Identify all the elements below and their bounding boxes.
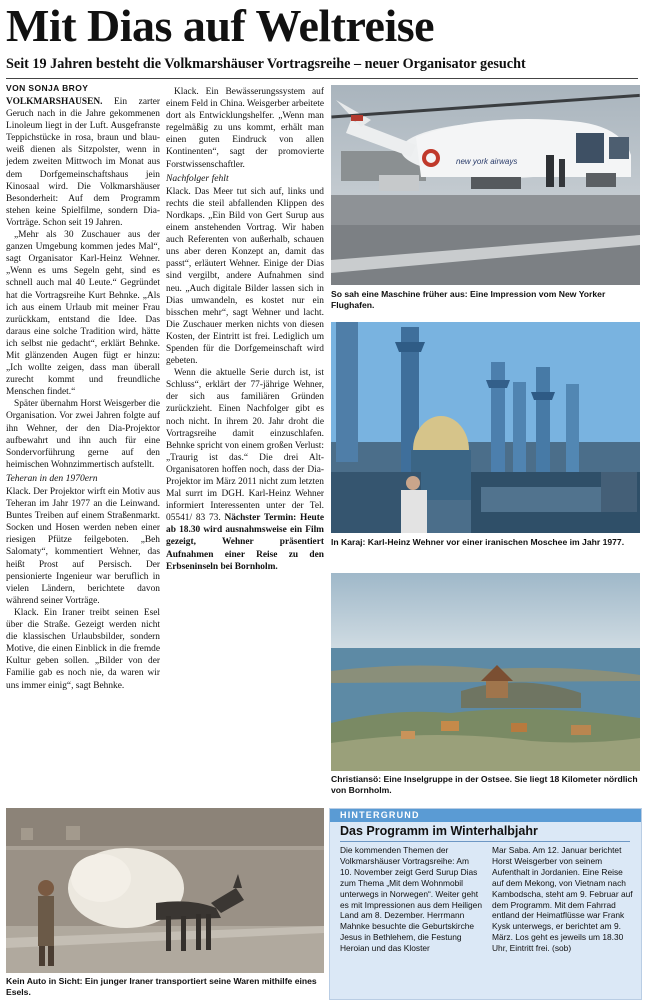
article-paragraph: Klack. Das Meer tut sich auf, links und rechts die steil abfallenden Klippen des Nordkaps. „Ein Bild von Gert Surup aus einem anstehenden Vortrag. Wir haben auch Referenten von außerhalb, schauen uns aber deren Konzept an, damit das passt“, erläutert Wehner. Einige der Dias sind vergilbt, andere Aufnahmen sind neu. „Auch digitale Bilder lassen sich in Dias umwandeln, es kostet nur ein bisschen mehr“, sagt Wehner und lacht. Die Zuschauer merken nichts von diesen Kosten, der Eintritt ist frei. Lediglich um Spenden für die Dorfgemeinschaft wird gebeten. <box>166 186 324 367</box>
byline: VON SONJA BROY <box>6 83 89 93</box>
paragraph-text: Ein zarter Geruch nach in die Jahre gekommenen Linoleum liegt in der Luft. Ausgefranste Teppichstücke in rosa, braun und blau-weiß dienen als Sitzpolster, wenn in jedem zweiten Mittwoch im Monat aus dem Dorfgemeinschaftshaus jein Kinosaal wird. Die Volkmarshäuser Besonderheit: Auf dem Programm stehen keine Spielfilme, sondern Dia-Vorträge. Schon seit 19 Jahren. <box>6 97 160 228</box>
article-paragraph <box>166 367 324 573</box>
subheadline: Seit 19 Jahren besteht die Volkmarshäuser Vortragsreihe – neuer Organisator gesucht <box>6 56 526 72</box>
article-column-1 <box>6 96 160 796</box>
aircraft-label: new york airways <box>456 157 518 166</box>
background-box <box>329 808 642 1000</box>
article-paragraph: Klack. Der Projektor wirft ein Motiv aus Teheran im Jahr 1977 an die Leinwand. Buntes Treiben auf einem Straßenmarkt. Socken und Hosen werden neben einer riesigen Pfütze feilgeboten. „Beh Salomaty“, kommentiert Wehner, das heißt Prost auf Persisch. Der pensionierte Ingenieur war beruflich in vielen Ländern, berichtete davon während seiner Vorträge. <box>6 487 160 606</box>
article-paragraph: Später übernahm Horst Weisgerber die Organisation. Vor zwei Jahren folgte auf ihn Wehner, der den Dia-Projektor aufbewahrt und ihn auch für eine Sondervorführung gerne auf den heimischen Wohnzimmertisch aufstellt. <box>6 399 160 470</box>
photo-mosque <box>331 322 640 533</box>
section-heading: Teheran in den 1970ern <box>6 472 98 484</box>
section-heading: Nachfolger fehlt <box>166 172 229 184</box>
photo-caption: Christiansö: Eine Inselgruppe in der Ostsee. Sie liegt 18 Kilometer nördlich von Bornholm. <box>331 774 638 795</box>
headline: Mit Dias auf Weltreise <box>6 0 435 51</box>
photo-caption: So sah eine Maschine früher aus: Eine Impression vom New Yorker Flughafen. <box>331 289 606 310</box>
photo-caption: In Karaj: Karl-Heinz Wehner vor einer iranischen Moschee im Jahr 1977. <box>331 537 625 547</box>
island-image <box>331 573 640 771</box>
box-text-column-2: Mar Saba. Am 12. Januar berichtet Horst Weisgerber von seinem Aufenthalt in Jordanien. Eine Reise auf dem Mekong, von Vietnam nach Kambodscha, steht am 9. Februar auf dem Programm. Mit dem Fahrrad entland der Heimatflüsse war Frank Kysk unterwegs, er berichtet am 9. März. Los geht es jeweils um 18.30 Uhr, Eintritt frei. (sob) <box>492 845 633 954</box>
photo-caption: Kein Auto in Sicht: Ein junger Iraner transportiert seine Waren mithilfe eines Esels. <box>6 976 317 997</box>
box-kicker: HINTERGRUND <box>330 809 641 822</box>
paragraph-text: Wenn die aktuelle Serie durch ist, ist Schluss“, erklärt der 77-jährige Wehner, der sich aus familiären Gründen zurückzieht. Einen Nachfolger gibt es noch nicht. In ihrem 20. Jahr droht die Vortragsreihe damit einzuschlafen. Behnke spricht von einem großen Verlust: „Traurig ist das.“ Die drei Alt-Organisatoren hoffen noch, dass der Dia-Projektor im März 2011 nicht zum letzten Mal surrt im DGH. Karl-Heinz Wehner informiert Interessenten unter der Tel. 05541/ 83 73. <box>166 368 324 524</box>
dateline: VOLKMARSHAUSEN. <box>6 97 103 107</box>
article-paragraph <box>6 96 160 229</box>
box-text-column-1: Die kommenden Themen der Volkmarshäuser Vortragsreihe: Am 10. November zeigt Gerd Surup Dias zum Thema „Mit dem Wohnmobil unterwegs in Norwegen“. Weiter geht es mit Impressionen aus dem Heiligen Land am 8. Dezember. Herrmann Mahnke besuchte die Geburtskirche Jesus in Bethlehem, die Festung Heroian und das Kloster <box>340 845 482 954</box>
photo-donkey <box>6 808 324 973</box>
photo-helicopter <box>331 85 640 285</box>
header-divider <box>6 78 638 79</box>
mosque-image <box>331 322 640 533</box>
next-event-note: Nächster Termin: Heute ab 18.30 wird ausnahmsweise ein Film gezeigt, Wehner präsentiert Aufnahmen einer Reise zu den Erbseninseln bei Bornholm. <box>166 513 324 572</box>
helicopter-image <box>331 85 640 285</box>
article-paragraph: „Mehr als 30 Zuschauer aus der ganzen Umgebung kommen jedes Mal“, sagt Organisator Karl-Heinz Wehner. „Wenn es ums Segeln geht, sind es schnell auch mal 40 Leute.“ Gegründet hat die Vortragsreihe Kurt Behnke. „Als ich aus einem Urlaub mit meiner Frau zurückkam, entstand die Idee. Das daraus eine solche Tradition wird, hätte ich selbst nie gedacht“, erklärt Behnke. Mit glänzenden Augen fügt er hinzu: „Ich wollte zeigen, dass man überall zurecht kommt und freundliche Menschen findet.“ <box>6 230 160 398</box>
article-paragraph: Klack. Ein Iraner treibt seinen Esel über die Straße. Gezeigt werden nicht die klassischen Urlaubsbilder, sondern Motive, die einen Einblick in die fremde Kultur geben sollen. „Bilder von der Familie gab es noch nie, da waren wir uns immer einig“, sagt Behnke. <box>6 607 160 691</box>
photo-island <box>331 573 640 771</box>
donkey-image <box>6 808 324 973</box>
box-divider <box>340 841 630 842</box>
article-paragraph: Klack. Ein Bewässerungssystem auf einem Feld in China. Weisgerber arbeitete dort als Entwicklungshelfer. „Wenn man regelmäßig zu uns kommt, erhält man einen guten Eindruck von allen Kontinenten“, sagt der promovierte Forstwissenschaftler. <box>166 87 324 170</box>
article-column-2 <box>166 86 324 796</box>
box-title: Das Programm im Winterhalbjahr <box>340 824 538 838</box>
